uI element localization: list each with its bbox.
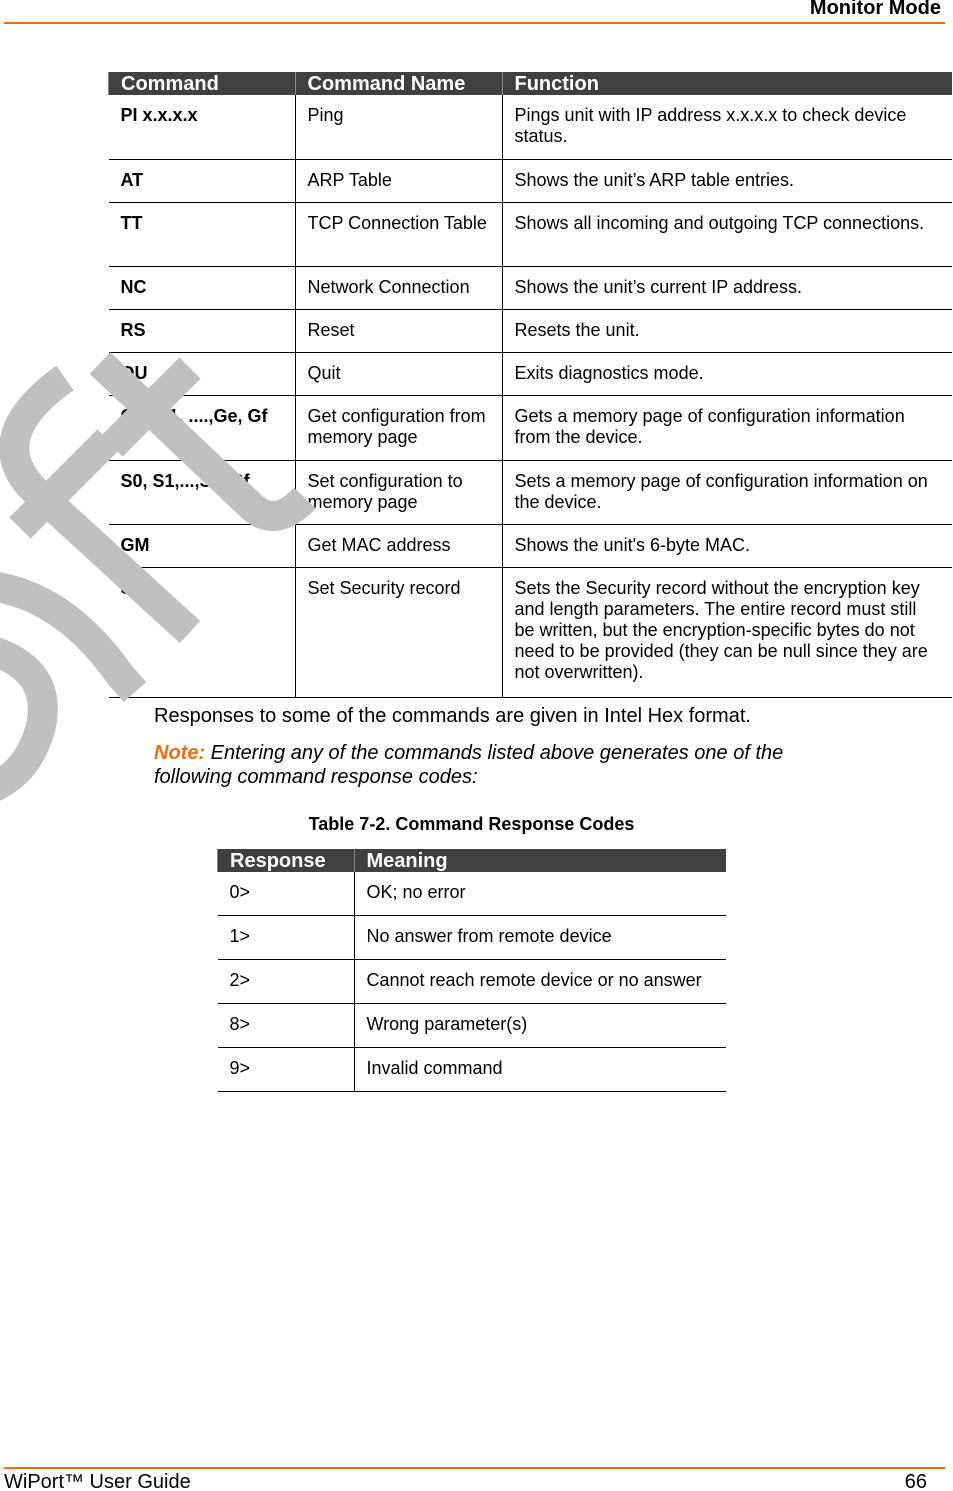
table-cell: 1> <box>218 916 355 960</box>
table-cell: Cannot reach remote device or no answer <box>354 960 726 1004</box>
table-cell: Shows all incoming and outgoing TCP connections. <box>502 203 952 267</box>
table-cell: Wrong parameter(s) <box>354 1004 726 1048</box>
table-row <box>109 525 953 568</box>
table-cell: Shows the unit’s ARP table entries. <box>502 160 952 203</box>
table-row <box>218 872 727 916</box>
table-cell: SS <box>109 568 296 698</box>
table-cell: Shows the unit’s current IP address. <box>502 267 952 310</box>
table-cell: TCP Connection Table <box>295 203 502 267</box>
table-row <box>218 1048 727 1092</box>
table-caption: Table 7-2. Command Response Codes <box>308 814 635 834</box>
responses-paragraph: Responses to some of the commands are given in Intel Hex format. <box>154 705 751 727</box>
column-header: Command <box>109 72 296 95</box>
response-codes-table <box>217 849 726 1092</box>
table-cell: RS <box>109 310 296 353</box>
table-row <box>109 310 953 353</box>
table-cell: Reset <box>295 310 502 353</box>
table-cell: GM <box>109 525 296 568</box>
table-row <box>218 916 727 960</box>
table-cell: Sets a memory page of configuration information on the device. <box>502 461 952 525</box>
table-row <box>109 568 953 698</box>
column-header: Function <box>502 72 952 95</box>
table-cell: Resets the unit. <box>502 310 952 353</box>
table-cell: 0> <box>218 872 355 916</box>
column-header: Command Name <box>295 72 502 95</box>
table-row <box>218 960 727 1004</box>
table-cell: OK; no error <box>354 872 726 916</box>
table-cell: Invalid command <box>354 1048 726 1092</box>
note-text: Entering any of the commands listed above generates one of the following command response codes: <box>154 742 784 788</box>
table-cell: Exits diagnostics mode. <box>502 353 952 396</box>
table-cell: Set configuration to memory page <box>295 461 502 525</box>
table-cell: S0, S1,...,Se, Sf <box>109 461 296 525</box>
table-cell: Set Security record <box>295 568 502 698</box>
table-cell: NC <box>109 267 296 310</box>
column-header: Meaning <box>354 849 726 872</box>
table-cell: Shows the unit's 6-byte MAC. <box>502 525 952 568</box>
section-title: Monitor Mode <box>809 0 941 19</box>
page-number: 66 <box>904 1471 927 1491</box>
table-cell: TT <box>109 203 296 267</box>
footer-doc-title: WiPort™ User Guide <box>4 1471 191 1491</box>
table-cell: 2> <box>218 960 355 1004</box>
table-cell: AT <box>109 160 296 203</box>
table-row <box>109 160 953 203</box>
note-label: Note: <box>154 742 206 764</box>
table-cell: QU <box>109 353 296 396</box>
header-rule <box>4 22 945 24</box>
column-header: Response <box>218 849 355 872</box>
table-row <box>109 95 953 160</box>
table-cell: PI x.x.x.x <box>109 95 296 160</box>
table-cell: Ping <box>295 95 502 160</box>
table-cell: Sets the Security record without the encryption key and length parameters. The entire record must still be written, but the encryption-specific bytes do not need to be provided (they can be null since they are not overwritten). <box>502 568 952 698</box>
table-row <box>109 396 953 461</box>
table-cell: No answer from remote device <box>354 916 726 960</box>
table-cell: Get configuration from memory page <box>295 396 502 461</box>
table-row <box>109 461 953 525</box>
table-row <box>109 203 953 267</box>
table-cell: Get MAC address <box>295 525 502 568</box>
table-cell: Quit <box>295 353 502 396</box>
table-cell: Pings unit with IP address x.x.x.x to check device status. <box>502 95 952 160</box>
table-row <box>218 1004 727 1048</box>
watermark-letter-f-bar <box>20 440 108 528</box>
table-row <box>109 353 953 396</box>
table-cell: Network Connection <box>295 267 502 310</box>
table-cell: G0, G1, ....,Ge, Gf <box>109 396 296 461</box>
table-cell: 8> <box>218 1004 355 1048</box>
table-cell: ARP Table <box>295 160 502 203</box>
table-row <box>109 267 953 310</box>
table-cell: 9> <box>218 1048 355 1092</box>
note-paragraph <box>154 741 834 789</box>
table-cell: Gets a memory page of configuration information from the device. <box>502 396 952 461</box>
footer-rule <box>4 1467 945 1469</box>
command-table <box>108 72 952 698</box>
